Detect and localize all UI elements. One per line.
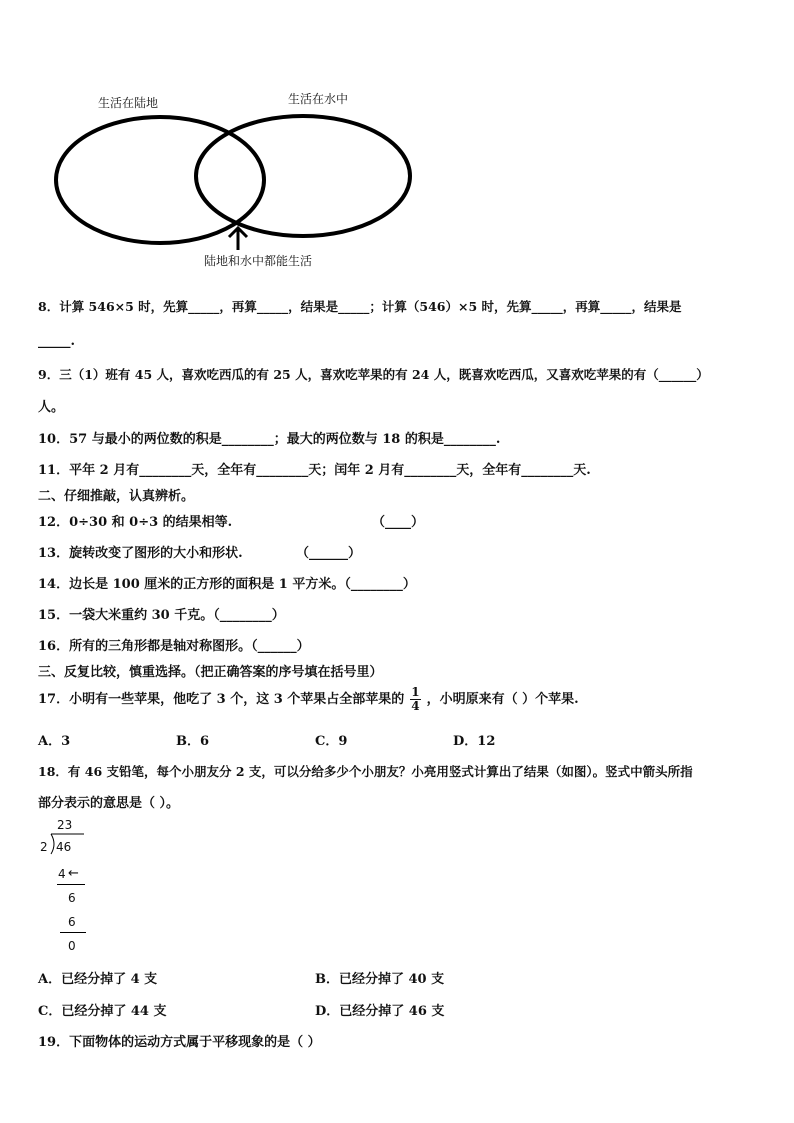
fraction-numerator: 1: [411, 685, 420, 699]
question-17-after: ，小明原来有（ ）个苹果.: [426, 692, 579, 707]
option-17-b: B．6: [176, 734, 210, 749]
question-8-line2: _____.: [38, 334, 76, 349]
question-17: [38, 686, 579, 713]
land-ellipse: [56, 117, 264, 243]
question-17-before: 17．小明有一些苹果，他吃了 3 个，这 3 个苹果占全部苹果的: [38, 692, 405, 707]
section-2-heading: 二、仔细推敲，认真辨析。: [38, 489, 195, 504]
option-17-a: A．3: [38, 734, 71, 749]
division-divisor: 2: [40, 840, 48, 854]
division-step2: 6: [68, 915, 76, 929]
label-both: 陆地和水中都能生活: [204, 254, 313, 268]
division-line-1: [57, 884, 85, 885]
section-3-heading: 三、反复比较，慎重选择。（把正确答案的序号填在括号里）: [38, 665, 383, 680]
question-10: 10．57 与最小的两位数的积是________；最大的两位数与 18 的积是________.: [38, 432, 501, 447]
question-18-line2: 部分表示的意思是（ ）。: [38, 796, 180, 811]
division-arrow-icon: ←: [68, 866, 79, 881]
option-18-b: B．已经分掉了 40 支: [315, 972, 445, 987]
label-water: 生活在水中: [288, 92, 349, 106]
question-11: 11．平年 2 月有________天，全年有________天；闰年 2 月有________天，全年有________天.: [38, 463, 591, 478]
option-18-a: A．已经分掉了 4 支: [38, 972, 158, 987]
option-18-d: D．已经分掉了 46 支: [315, 1004, 445, 1019]
question-8-line1: 8．计算 546×5 时，先算_____，再算_____，结果是_____；计算（546）×5 时，先算_____，再算_____，结果是: [38, 299, 682, 314]
option-17-c: C．9: [315, 734, 348, 749]
question-14: 14．边长是 100 厘米的正方形的面积是 1 平方米。（________）: [38, 577, 416, 592]
water-ellipse: [196, 116, 410, 236]
division-line-2: [60, 932, 86, 933]
question-13-blank: （______）: [296, 546, 362, 561]
label-land: 生活在陆地: [98, 96, 159, 110]
division-dividend: 46: [56, 840, 72, 854]
question-18-line1: 18．有 46 支铅笔，每个小朋友分 2 支，可以分给多少个小朋友？小亮用竖式计算出了结果（如图）。竖式中箭头所指: [38, 764, 693, 779]
question-19: 19．下面物体的运动方式属于平移现象的是（ ）: [38, 1035, 321, 1050]
question-9-line1: 9．三（1）班有 45 人，喜欢吃西瓜的有 25 人，喜欢吃苹果的有 24 人，既喜欢吃西瓜，又喜欢吃苹果的有（______）: [38, 367, 709, 382]
question-9-line2: 人。: [38, 400, 65, 415]
division-quotient: 23: [57, 818, 73, 832]
question-12: 12．0÷30 和 0÷3 的结果相等.: [38, 515, 233, 530]
option-18-c: C．已经分掉了 44 支: [38, 1004, 167, 1019]
fraction-denominator: 4: [411, 699, 420, 713]
question-13: 13．旋转改变了图形的大小和形状.: [38, 546, 243, 561]
division-remainder2: 0: [68, 939, 76, 953]
question-16: 16．所有的三角形都是轴对称图形。（______）: [38, 639, 310, 654]
fraction-one-quarter: [410, 686, 420, 713]
division-remainder1: 6: [68, 891, 76, 905]
division-step1: 4: [58, 867, 66, 881]
question-12-blank: （____）: [372, 515, 425, 530]
venn-diagram: [0, 0, 794, 280]
option-17-d: D．12: [453, 734, 496, 749]
question-15: 15．一袋大米重约 30 千克。（________）: [38, 608, 285, 623]
